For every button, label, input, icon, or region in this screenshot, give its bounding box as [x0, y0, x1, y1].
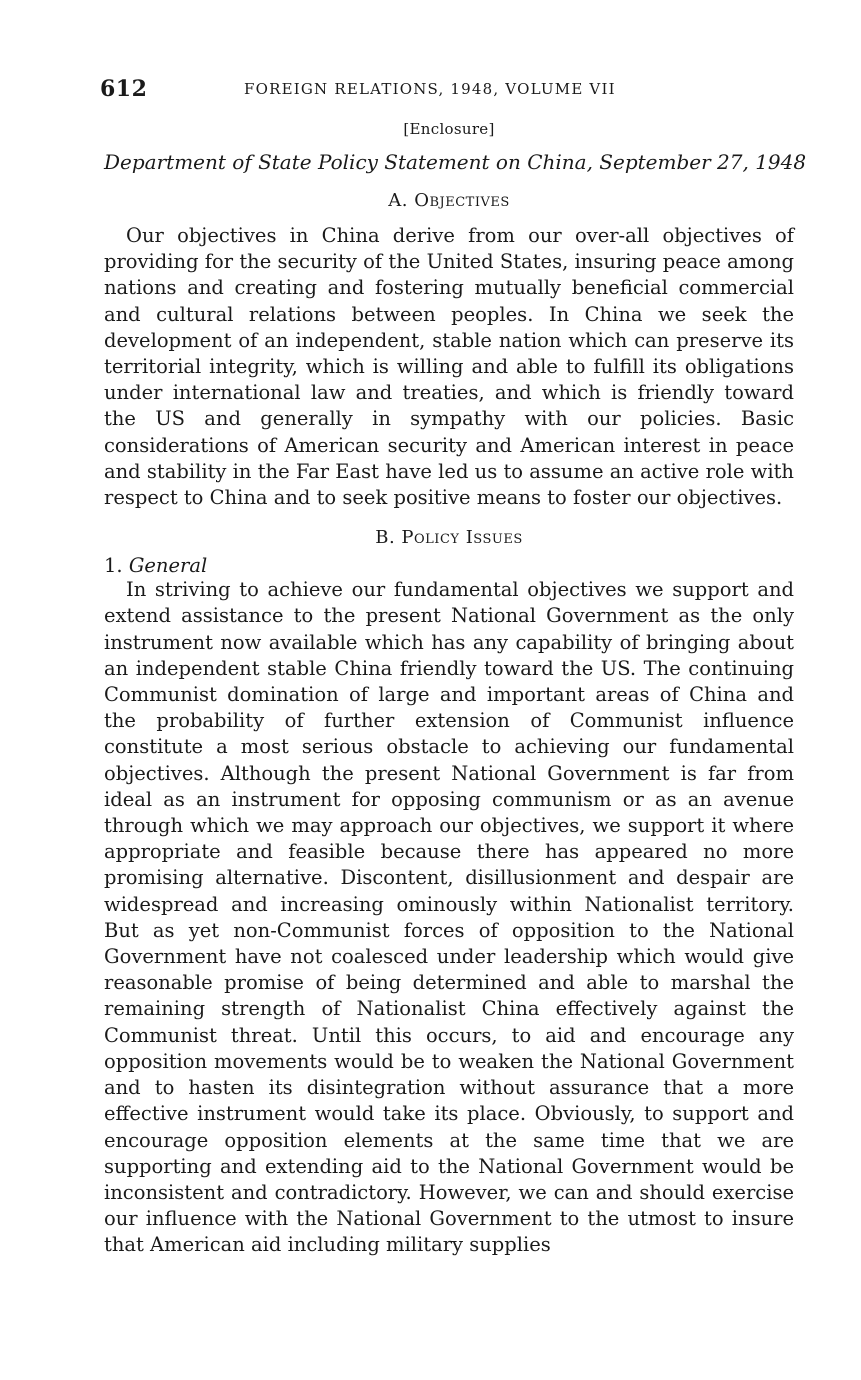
section-heading-objectives: A. Objectives: [388, 190, 510, 211]
subsection-heading-general: [104, 554, 794, 577]
document-page: [100, 70, 807, 1259]
subsection-title: General: [128, 554, 208, 578]
running-head: [100, 70, 794, 110]
objectives-paragraph: Our objectives in China derive from our over-all objectives of providing for the security of the United States, insuring peace among nations and creating and fostering mutually beneficial commercial and cultural relations between peoples. In China we seek the development of an independent, stable nation which can preserve its territorial integrity, which is willing and able to fulfill its obligations under international law and treaties, and which is friendly toward the US and generally in sympathy with our policies. Basic considerations of American security and American interest in peace and stability in the Far East have led us to assume an active role with respect to China and to seek positive means to foster our objectives.: [104, 224, 794, 510]
header-title: FOREIGN RELATIONS, 1948, VOLUME VII: [244, 80, 616, 98]
page-number: 612: [100, 76, 148, 102]
section-heading-policy-issues: B. Policy Issues: [375, 527, 523, 549]
document-title: Department of State Policy Statement on China, September 27, 1948: [104, 150, 807, 174]
enclosure-label: [Enclosure]: [403, 120, 495, 138]
general-paragraph: In striving to achieve our fundamental objectives we support and extend assistance to the present National Government as the only instrument now available which has any capability of bringing about an independent stable China friendly toward the US. The continuing Communist domination of large and important areas of China and the probability of further extension of Communist influence constitute a most serious obstacle to achieving our fundamental objectives. Although the present National Government is far from ideal as an instrument for opposing communism or as an avenue through which we may approach our objectives, we support it where appropriate and feasible because there has appeared no more promising alternative. Discontent, disillusionment and despair are widespread and increasing ominously within Nationalist territory. But as yet non-Communist forces of opposition to the National Government have not coalesced under leadership which would give reasonable promise of being determined and able to marshal the remaining strength of Nationalist China effectively against the Communist threat. Until this occurs, to aid and encourage any opposition movements would be to weaken the National Government and to hasten its disintegration without assurance that a more effective instrument would take its place. Obviously, to support and encourage opposition elements at the same time that we are supporting and extending aid to the National Government would be inconsistent and contradictory. However, we can and should exercise our influence with the National Government to the utmost to insure that American aid including military supplies: [104, 578, 794, 1257]
subsection-number: 1.: [104, 554, 123, 578]
